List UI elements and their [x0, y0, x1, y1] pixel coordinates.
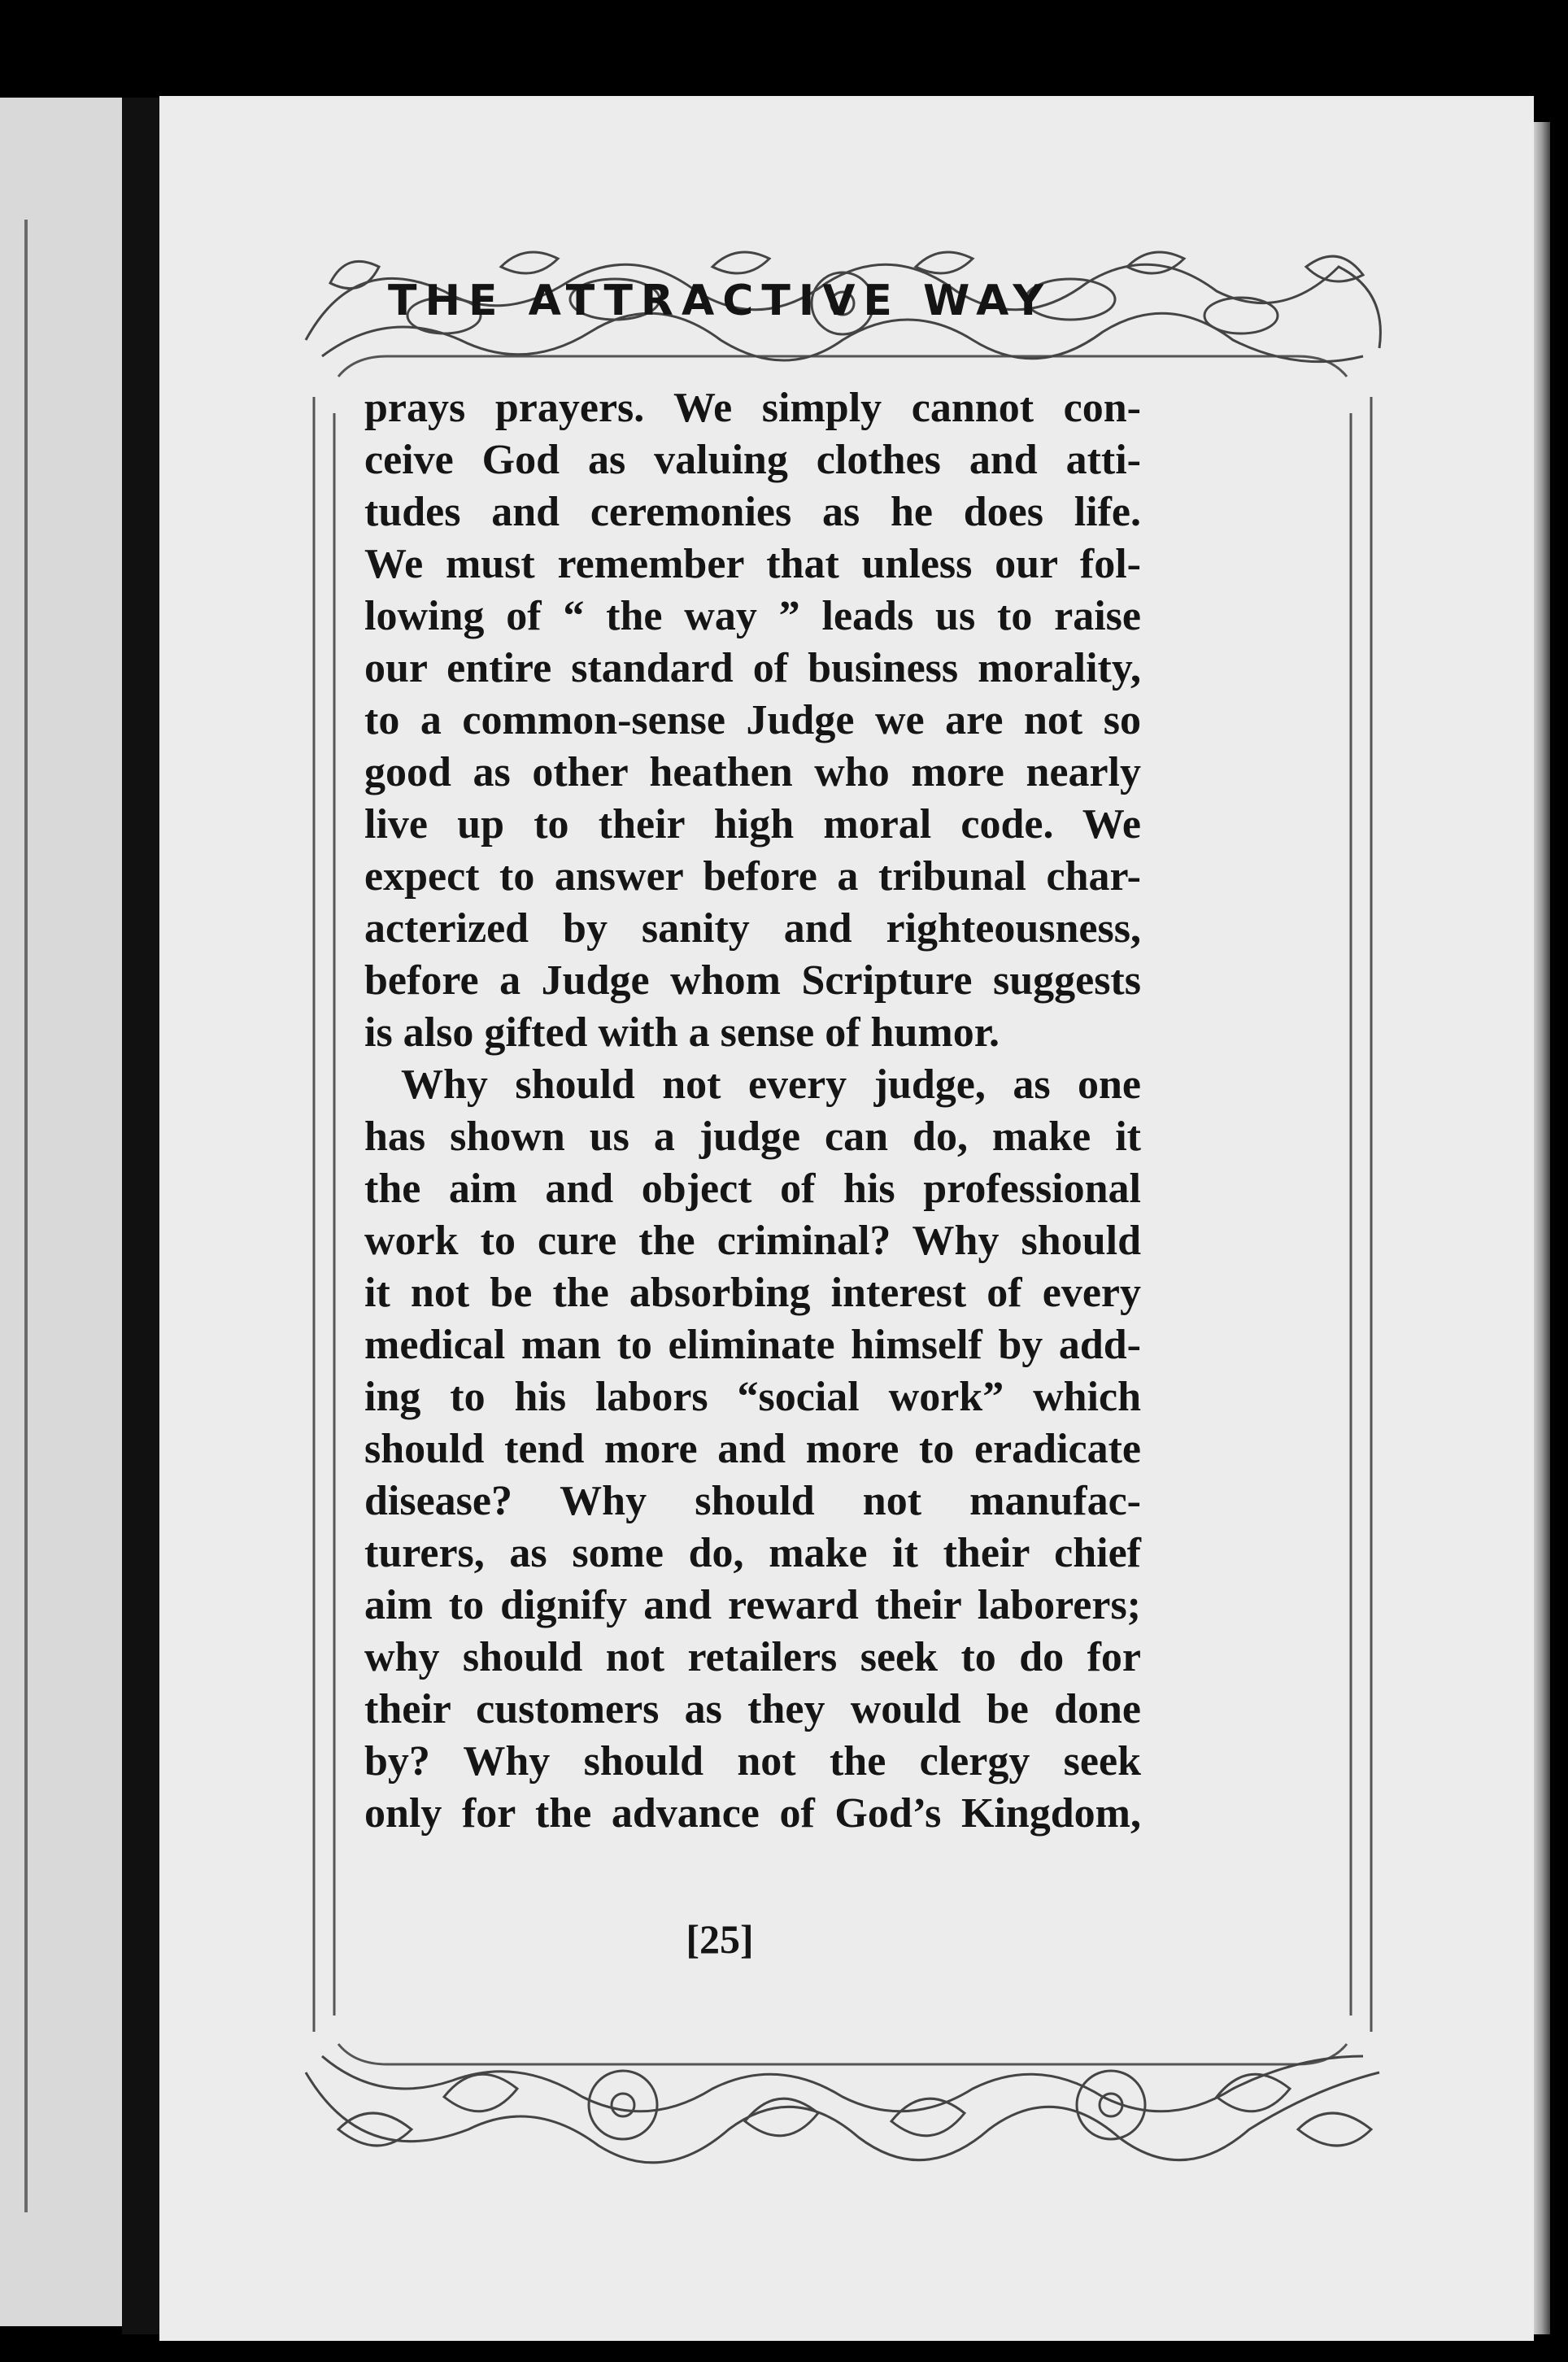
- text-line: has shown us a judge can do, make it: [364, 1113, 1141, 1160]
- text-line: aim to dignify and reward their laborers;: [364, 1582, 1141, 1628]
- text-line: should tend more and more to eradicate: [364, 1426, 1141, 1472]
- text-line: live up to their high moral code. We: [364, 801, 1141, 848]
- text-line: to a common-sense Judge we are not so: [364, 697, 1141, 743]
- text-line: only for the advance of God’s Kingdom,: [364, 1790, 1141, 1837]
- paragraph: [364, 1059, 1141, 1840]
- text-line: tudes and ceremonies as he does life.: [364, 489, 1141, 535]
- page-stack-edge: [1534, 122, 1550, 2334]
- text-line: Why should not every judge, as one: [401, 1061, 1141, 1108]
- page-number: [25]: [686, 1916, 754, 1962]
- facing-page-border: [0, 220, 28, 2212]
- text-line: good as other heathen who more nearly: [364, 749, 1141, 795]
- text-line: turers, as some do, make it their chief: [364, 1530, 1141, 1576]
- text-line: why should not retailers seek to do for: [364, 1634, 1141, 1680]
- text-line: our entire standard of business morality,: [364, 645, 1141, 691]
- text-line: acterized by sanity and righteousness,: [364, 905, 1141, 952]
- text-line: We must remember that unless our fol-: [364, 541, 1141, 587]
- text-line: ing to his labors “social work” which: [364, 1374, 1141, 1420]
- paragraph: [364, 382, 1141, 1059]
- text-line: their customers as they would be done: [364, 1686, 1141, 1732]
- text-line: expect to answer before a tribunal char-: [364, 853, 1141, 900]
- text-line: work to cure the criminal? Why should: [364, 1218, 1141, 1264]
- text-line: lowing of “ the way ” leads us to raise: [364, 593, 1141, 639]
- text-line: the aim and object of his professional: [364, 1166, 1141, 1212]
- text-line: prays prayers. We simply cannot con-: [364, 385, 1141, 431]
- page-body: [364, 382, 1141, 1840]
- text-line: it not be the absorbing interest of every: [364, 1270, 1141, 1316]
- text-line: medical man to eliminate himself by add-: [364, 1322, 1141, 1368]
- text-line: disease? Why should not manufac-: [364, 1478, 1141, 1524]
- text-line: is also gifted with a sense of humor.: [364, 1009, 1000, 1056]
- text-line: before a Judge whom Scripture suggests: [364, 957, 1141, 1004]
- floral-ornament-bottom: [306, 2056, 1379, 2163]
- running-head: THE ATTRACTIVE WAY: [387, 277, 1052, 325]
- facing-page-edge: [0, 98, 122, 2326]
- text-line: by? Why should not the clergy seek: [364, 1738, 1141, 1785]
- text-line: ceive God as valuing clothes and atti-: [364, 437, 1141, 483]
- book-gutter: [122, 98, 159, 2334]
